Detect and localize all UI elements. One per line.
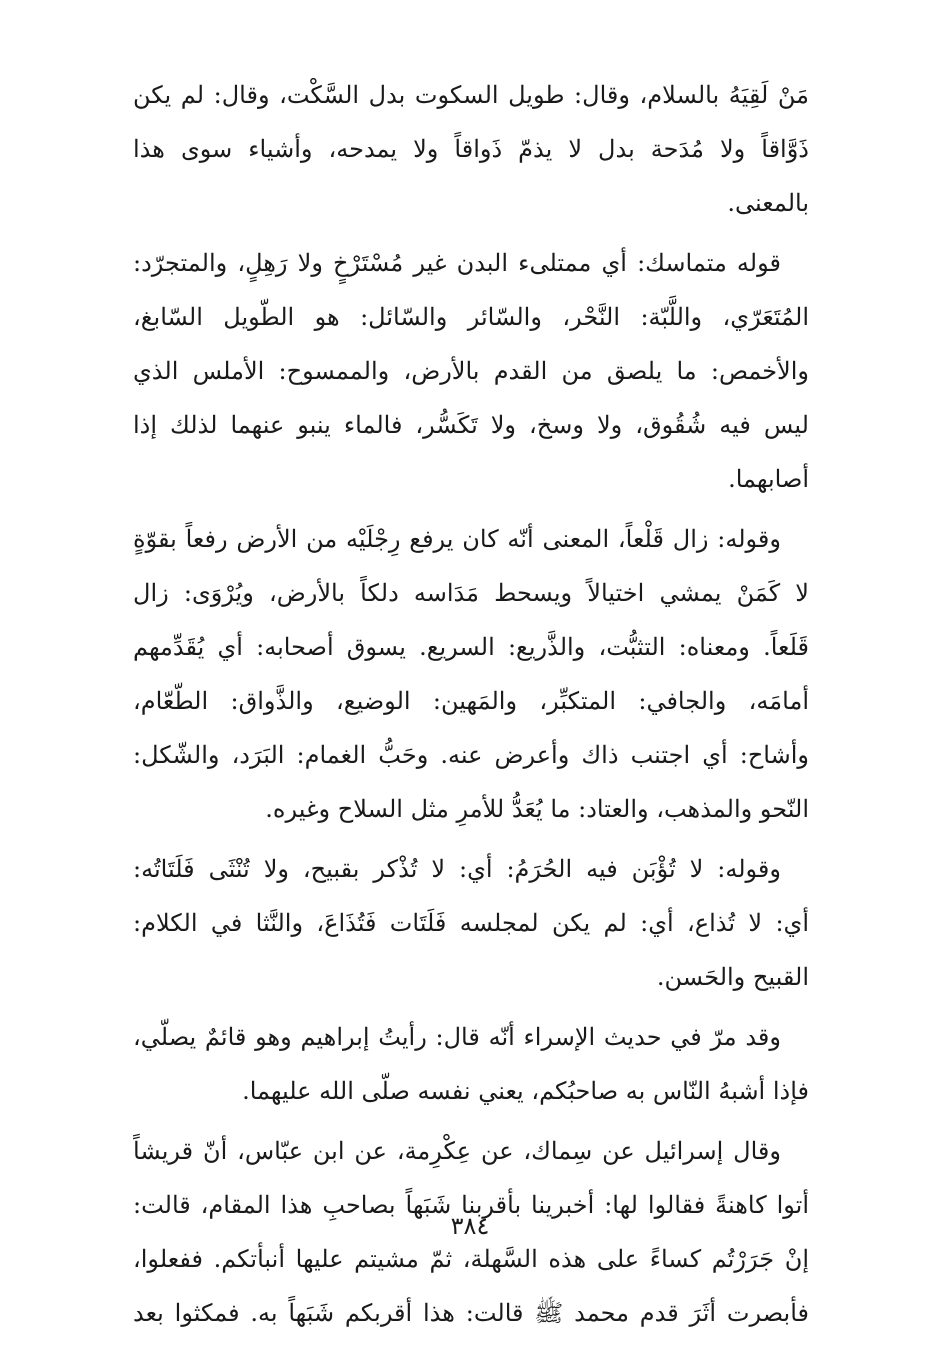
text-line: وقوله: لا تُؤْبَن فيه الحُرَمُ: أي: لا تُذْكر بقبيح، ولا تُنْثَى فَلَتَاتُه: xyxy=(133,855,781,883)
text-line: النّحو والمذهب، والعتاد: ما يُعَدُّ للأمرِ مثل السلاح وغيره. xyxy=(265,795,809,823)
text-line: أصابهما. xyxy=(728,465,809,493)
page-number: ٣٨٤ xyxy=(450,1212,490,1240)
text-line: والأخمص: ما يلصق من القدم بالأرض، والممسوح: الأملس الذي xyxy=(133,357,809,385)
text-line: وقد مرّ في حديث الإسراء أنّه قال: رأيتُ إبراهيم وهو قائمٌ يصلّي، xyxy=(133,1023,781,1051)
text-line: وأشاح: أي اجتنب ذاك وأعرض عنه. وحَبُّ الغمام: البَرَد، والشّكل: xyxy=(133,741,809,769)
text-line: أمامَه، والجافي: المتكبِّر، والمَهين: الوضيع، والذَّواق: الطّعّام، xyxy=(133,687,809,715)
text-line: المُتَعَرّي، واللَّبّة: النَّحْر، والسّائر والسّائل: هو الطّويل السّابغ، xyxy=(133,303,809,331)
paragraph-1 xyxy=(133,68,809,230)
text-line: أتوا كاهنةً فقالوا لها: أخبرينا بأقربنا شَبَهاً بصاحبِ هذا المقام، قالت: xyxy=(133,1191,809,1219)
text-line: قوله متماسك: أي ممتلىء البدن غير مُسْتَرْخٍ ولا رَهِلٍ، والمتجرّد: xyxy=(133,249,781,277)
text-line: ليس فيه شُقُوق، ولا وسخ، ولا تَكَسُّر، فالماء ينبو عنهما لذلك إذا xyxy=(133,411,809,439)
text-line: وقوله: زال قَلْعاً، المعنى أنّه كان يرفع رِجْلَيْه من الأرض رفعاً بقوّةٍ xyxy=(133,525,781,553)
text-line: إنْ جَرَرْتُم كساءً على هذه السَّهلة، ثمّ مشيتم عليها أنبأتكم. ففعلوا، xyxy=(133,1245,809,1273)
paragraph-5 xyxy=(133,1010,809,1118)
text-line: أي: لا تُذاع، أي: لم يكن لمجلسه فَلَتَات فَتُذَاعَ، والنَّثا في الكلام: xyxy=(133,909,809,937)
text-line: بالمعنى. xyxy=(727,189,809,217)
text-line: مَنْ لَقِيَهُ بالسلام، وقال: طويل السكوت بدل السَّكْت، وقال: لم يكن xyxy=(133,81,809,109)
paragraph-4 xyxy=(133,842,809,1004)
text-line: لا كَمَنْ يمشي اختيالاً ويسحط مَدَاسه دلكاً بالأرض، ويُرْوَى: زال xyxy=(133,579,809,607)
text-line: ذَوَّاقاً ولا مُدَحة بدل لا يذمّ ذَواقاً ولا يمدحه، وأشياء سوى هذا xyxy=(133,135,809,163)
paragraph-2 xyxy=(133,236,809,506)
text-line: فأبصرت أثَرَ قدم محمد ﷺ قالت: هذا أقربكم شَبَهاً به. فمكثوا بعد xyxy=(133,1299,809,1327)
text-line: فإذا أشبهُ النّاس به صاحبُكم، يعني نفسه صلّى الله عليهما. xyxy=(242,1077,809,1105)
paragraph-3 xyxy=(133,512,809,836)
page-body xyxy=(133,68,809,1346)
text-line: القبيح والحَسن. xyxy=(656,963,809,991)
text-line: قَلَعاً. ومعناه: التثبُّت، والذَّريع: السريع. يسوق أصحابه: أي يُقَدِّمهم xyxy=(133,633,809,661)
text-line: وقال إسرائيل عن سِماك، عن عِكْرِمة، عن ابن عبّاس، أنّ قريشاً xyxy=(133,1137,781,1165)
